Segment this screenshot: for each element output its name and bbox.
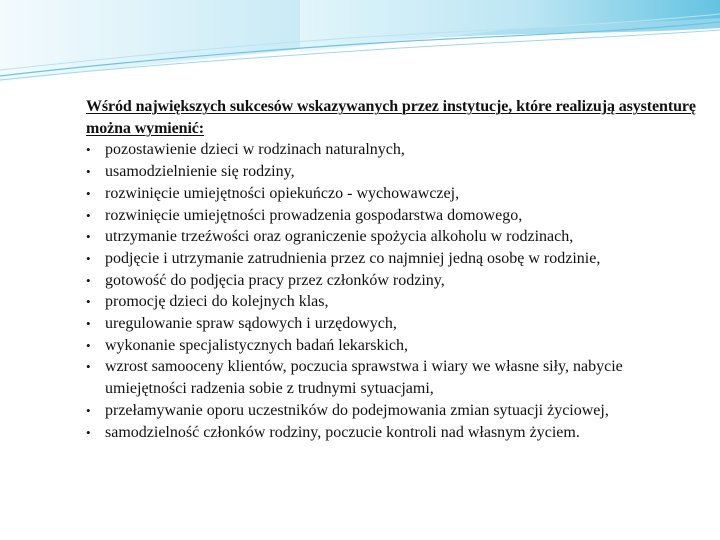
list-item	[86, 226, 696, 248]
bullet-icon: •	[86, 402, 91, 418]
list-item	[86, 313, 696, 335]
bullet-icon: •	[86, 207, 91, 223]
list-item-text: wzrost samooceny klientów, poczucia sprawstwa i wiary we własne siły, nabycie umiejętności radzenia sobie z trudnymi sytuacjami,	[105, 358, 623, 398]
list-item	[86, 183, 696, 205]
bullet-icon: •	[86, 185, 91, 201]
list-item-text: pozostawienie dzieci w rodzinach naturalnych,	[105, 141, 405, 159]
heading-text: Wśród największych sukcesów wskazywanych przez instytucje, które realizują asystenturę można wymienić:	[86, 98, 696, 137]
list-item	[86, 335, 696, 357]
bullet-icon: •	[86, 294, 91, 310]
bullet-icon: •	[86, 316, 91, 332]
list-item-text: samodzielność członków rodziny, poczucie kontroli nad własnym życiem.	[105, 423, 580, 441]
bullet-icon: •	[86, 359, 91, 375]
list-item	[86, 248, 696, 270]
bullet-icon: •	[86, 424, 91, 440]
list-item	[86, 161, 696, 183]
bullet-icon: •	[86, 142, 91, 158]
bullet-icon: •	[86, 337, 91, 353]
bullet-icon: •	[86, 229, 91, 245]
list-item	[86, 205, 696, 227]
list-item-text: utrzymanie trzeźwości oraz ograniczenie spożycia alkoholu w rodzinach,	[105, 228, 574, 246]
list-item	[86, 270, 696, 292]
content-block	[86, 96, 696, 443]
header-wave-decoration	[0, 0, 720, 90]
list-item	[86, 139, 696, 161]
success-list	[86, 139, 696, 443]
list-item-text: wykonanie specjalistycznych badań lekarskich,	[105, 336, 408, 354]
list-item-text: uregulowanie spraw sądowych i urzędowych,	[105, 315, 397, 333]
list-item	[86, 291, 696, 313]
list-item-text: promocję dzieci do kolejnych klas,	[105, 293, 329, 311]
list-item-text: przełamywanie oporu uczestników do podejmowania zmian sytuacji życiowej,	[105, 401, 609, 419]
list-item-text: gotowość do podjęcia pracy przez członków rodziny,	[105, 271, 445, 289]
bullet-icon: •	[86, 250, 91, 266]
list-item-text: rozwinięcie umiejętności opiekuńczo - wychowawczej,	[105, 184, 460, 202]
list-item-text: podjęcie i utrzymanie zatrudnienia przez co najmniej jedną osobę w rodzinie,	[105, 249, 601, 267]
bullet-icon: •	[86, 272, 91, 288]
list-item-text: rozwinięcie umiejętności prowadzenia gospodarstwa domowego,	[105, 206, 523, 224]
list-item	[86, 356, 696, 399]
list-item-text: usamodzielnienie się rodziny,	[105, 163, 295, 181]
bullet-icon: •	[86, 164, 91, 180]
list-item	[86, 400, 696, 422]
list-item	[86, 422, 696, 444]
